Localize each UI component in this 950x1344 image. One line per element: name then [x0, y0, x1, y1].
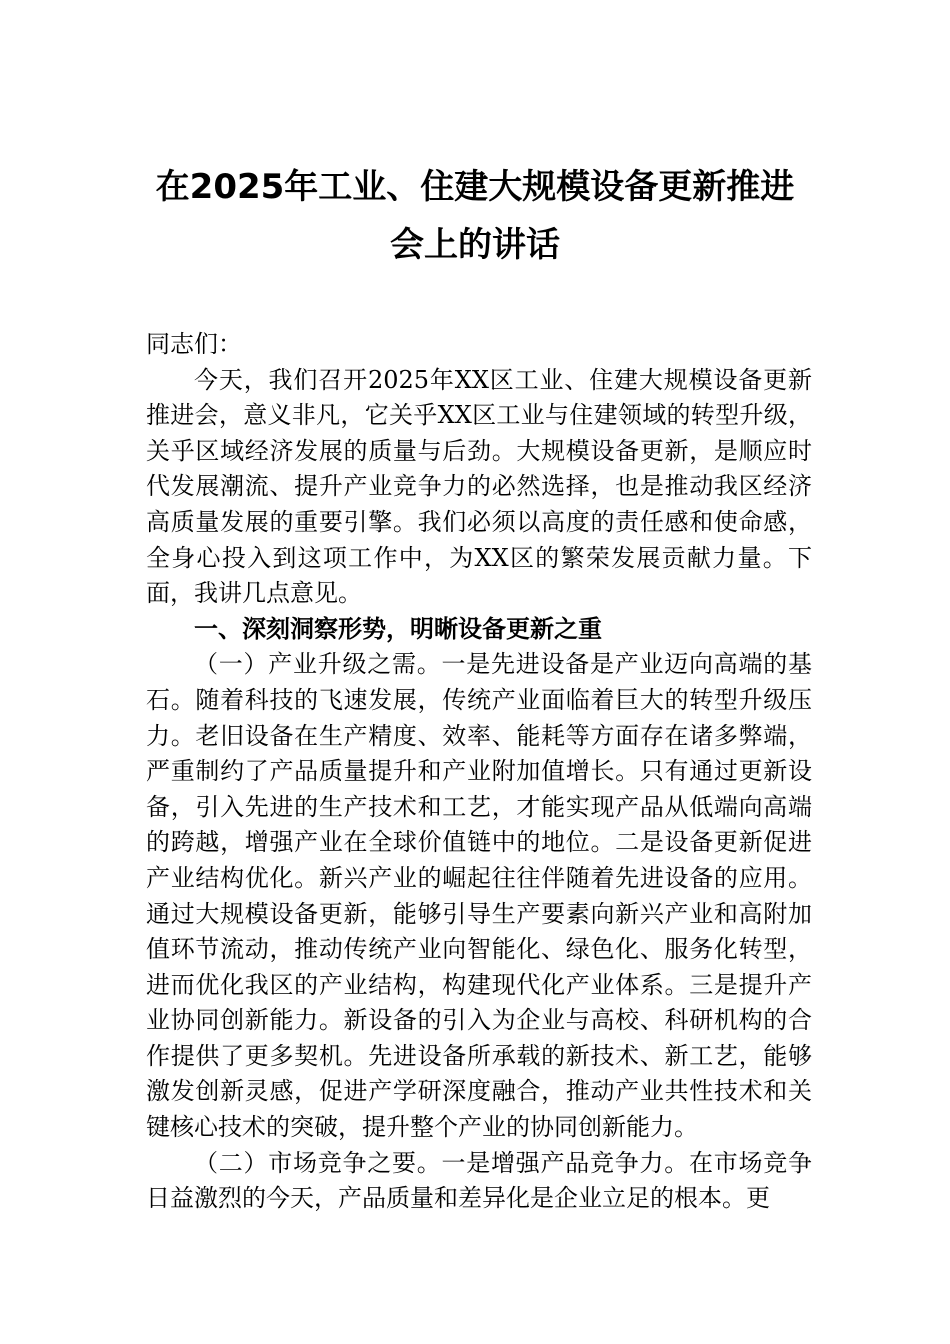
intro-paragraph: 今天，我们召开2025年XX区工业、住建大规模设备更新推进会，意义非凡，它关乎XX区工业与住建领域的转型升级，关乎区域经济发展的质量与后劲。大规模设备更新，是顺应时代发展潮流、提升产业竞争力的必然选择，也是推动我区经济高质量发展的重要引擎。我们必须以高度的责任感和使命感，全身心投入到这项工作中，为XX区的繁荣发展贡献力量。下面，我讲几点意见。 — [146, 365, 812, 608]
title-line-2: 会上的讲话 — [390, 225, 560, 265]
document-body — [146, 327, 812, 1217]
subsection-2-paragraph — [146, 1146, 812, 1217]
salutation: 同志们： — [146, 330, 242, 358]
document-title — [120, 158, 830, 274]
subsection-1-label: （一）产业升级之需。 — [194, 650, 442, 679]
title-line-1: 在2025年工业、住建大规模设备更新推进 — [155, 167, 795, 207]
section-heading-1: 一、深刻洞察形势，明晰设备更新之重 — [194, 614, 602, 643]
subsection-2-label: （二）市场竞争之要。 — [194, 1148, 442, 1177]
subsection-1-text: 一是先进设备是产业迈向高端的基石。随着科技的飞速发展，传统产业面临着巨大的转型升级压力。老旧设备在生产精度、效率、能耗等方面存在诸多弊端，严重制约了产品质量提升和产业附加值增长。只有通过更新设备，引入先进的生产技术和工艺，才能实现产品从低端向高端的跨越，增强产业在全球价值链中的地位。二是设备更新促进产业结构优化。新兴产业的崛起往往伴随着先进设备的应用。通过大规模设备更新，能够引导生产要素向新兴产业和高附加值环节流动，推动传统产业向智能化、绿色化、服务化转型，进而优化我区的产业结构，构建现代化产业体系。三是提升产业协同创新能力。新设备的引入为企业与高校、科研机构的合作提供了更多契机。先进设备所承载的新技术、新工艺，能够激发创新灵感，促进产学研深度融合，推动产业共性技术和关键核心技术的突破，提升整个产业的协同创新能力。 — [146, 650, 812, 1142]
subsection-2-text: 一是增强产品竞争力。在市场竞争日益激烈的今天，产品质量和差异化是企业立足的根本。更 — [146, 1148, 812, 1213]
subsection-1-paragraph — [146, 647, 812, 1145]
